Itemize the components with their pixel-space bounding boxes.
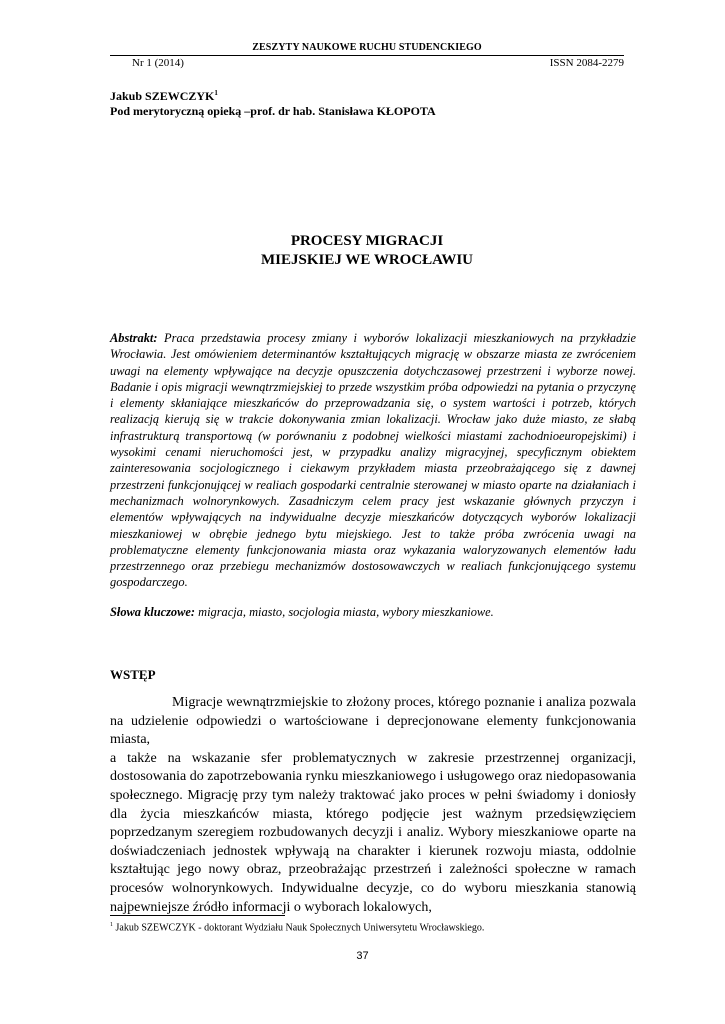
- author-name: Jakub SZEWCZYK: [110, 89, 215, 103]
- keywords-label: Słowa kluczowe:: [110, 605, 196, 619]
- abstract-text: Praca przedstawia procesy zmiany i wyborów lokalizacji mieszkaniowych na przykładzie Wrocławia. Jest omówieniem determinantów kształtujących migrację w obszarze miasta ze zwróceniem uwagi na elementy wpływające na decyzje opuszczenia dotychczasowej przestrzeni i wyborze nowej. Badanie i opis migracji wewnątrzmiejskiej to przede wszystkim próba odpowiedzi na pytania o przyczynę i elementy skłaniające mieszkańców do przeprowadzania się, o system wartości i potrzeb, których realizacją kierują się w trakcie dokonywania zmian lokalizacji. Wrocław jako duże miasto, ze słabą infrastrukturą transportową (w porównaniu z podobnej wielkości miastami zachodnioeuropejskimi) i wysokimi cenami nieruchomości jest, w przypadku analizy migracyjnej, specyficznym obiektem zainteresowania socjologicznego i ciekawym przykładem miasta przeobrażającego się z dawnej przestrzeni funkcjonującej w realiach gospodarki centralnie sterowanej w miasto oparte na działaniach i mechanizmach wolnorynkowych. Zasadniczym celem pracy jest wskazanie głównych przyczyn i elementów wpływających na indywidualne decyzje mieszkańców dotyczących wyborów lokalizacji mieszkaniowej w obrębie jednego bytu miejskiego. Jest to także próba zwrócenia uwagi na problematyczne elementy funkcjonowania miasta oraz wykazania waloryzowanych elementów ładu przestrzennego oraz przebiegu mechanizmów dostosowawczych w realiach funkcjonującego systemu gospodarczego.: [110, 331, 636, 590]
- abstract-label: Abstrakt:: [110, 331, 158, 345]
- author-line: [110, 89, 218, 104]
- supervisor-line: Pod merytoryczną opieką –prof. dr hab. Stanisława KŁOPOTA: [110, 104, 436, 118]
- keywords: [110, 604, 636, 620]
- body-paragraph-2: a także na wskazanie sfer problematycznych w zakresie przestrzennej organizacji, dostosowania do zapotrzebowania rynku mieszkaniowego i usługowego oraz niedopasowania społecznego. Migrację przy tym należy traktować jako proces w pełni świadomy i doniosły dla życia mieszkańców miasta, którego podjęcie jest ważnym przedsięwzięciem poprzedzanym szeregiem rozbudowanych decyzji i analiz. Wybory mieszkaniowe oparte na doświadczeniach jednostek wpływają na charakter i kierunek rozwoju miasta, oddolnie kształtując jego nowy obraz, przeobrażając przestrzeń i zależności społeczne w ramach procesów wolnorynkowych. Indywidualne decyzje, co do wyboru mieszkania stanowią najpewniejsze źródło informacji o wyborach lokalowych,: [110, 750, 636, 915]
- footnote-text: Jakub SZEWCZYK - doktorant Wydziału Nauk Społecznych Uniwersytetu Wrocławskiego.: [115, 922, 485, 934]
- issue-number: Nr 1 (2014): [132, 57, 184, 69]
- body-paragraph-1: Migracje wewnątrzmiejskie to złożony proces, którego poznanie i analiza pozwala na udzielenie odpowiedzi o wartościowane i deprecjonowane elementy funkcjonowania miasta,: [110, 695, 636, 748]
- paper-title: [110, 232, 624, 270]
- title-line-1: PROCESY MIGRACJI: [290, 233, 444, 249]
- header-rule: [110, 55, 624, 56]
- title-line-2: MIEJSKIEJ WE WROCŁAWIU: [261, 252, 473, 268]
- footnote-mark: 1: [110, 922, 113, 928]
- abstract: [110, 330, 636, 591]
- journal-title: ZESZYTY NAUKOWE RUCHU STUDENCKIEGO: [252, 42, 482, 53]
- author-footnote-mark: 1: [214, 89, 218, 97]
- section-heading: WSTĘP: [110, 667, 156, 682]
- page-number: 37: [356, 950, 369, 962]
- keywords-text: migracja, miasto, socjologia miasta, wybory mieszkaniowe.: [198, 605, 494, 619]
- issn: ISSN 2084-2279: [549, 57, 624, 69]
- footnote-rule: [110, 915, 285, 916]
- footnote: [110, 922, 484, 933]
- body-text: [110, 694, 636, 917]
